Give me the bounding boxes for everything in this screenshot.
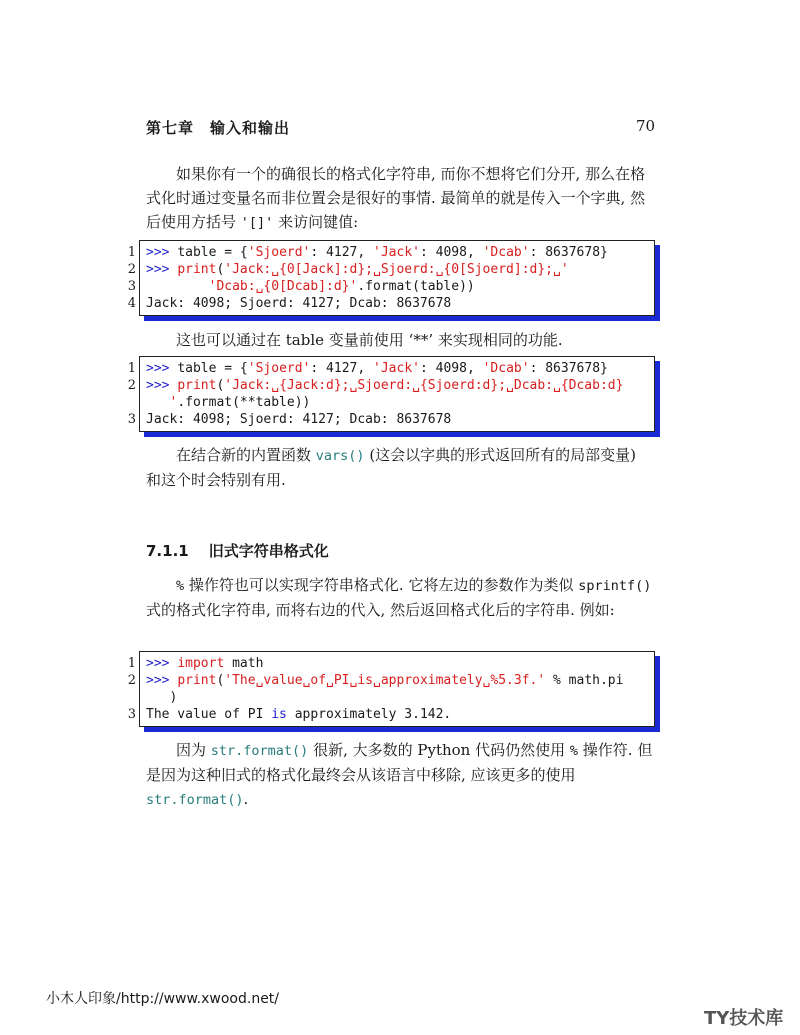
paragraph-vars: 在结合新的内置函数 vars() (这会以字典的形式返回所有的局部变量) 和这个时会特别有用. xyxy=(146,446,637,489)
inline-code: '[]' xyxy=(240,215,274,231)
code-line: 4 Jack: 4098; Sjoerd: 4127; Dcab: 8637678 xyxy=(127,296,452,311)
chapter-label: 第七章 xyxy=(146,119,195,137)
paragraph-intro: 如果你有一个的确很长的格式化字符串, 而你不想将它们分开, 那么在格式化时通过变量名而非位置会是很好的事情. 最简单的就是传入一个字典, 然后使用方括号 '[]' 来访问键值: xyxy=(146,165,646,231)
paragraph-old-format: % 操作符也可以实现字符串格式化. 它将左边的参数作为类似 sprintf() 式的格式化字符串, 而将右边的代入, 然后返回格式化后的字符串. 例如: xyxy=(146,576,652,619)
code-line: '.format(**table)) xyxy=(169,395,311,410)
inline-code: sprintf() xyxy=(578,578,652,594)
code-line: 2 >>> print('The␣value␣of␣PI␣is␣approximately␣%5.3f.' % math.pi xyxy=(127,673,624,688)
paragraph-unpack: 这也可以通过在 table 变量前使用 ‘**’ 来实现相同的功能. xyxy=(176,331,563,349)
inline-code: str.format() xyxy=(146,792,244,808)
running-header xyxy=(146,117,290,138)
code-line: 1 >>> table = {'Sjoerd': 4127, 'Jack': 4098, 'Dcab': 8637678} xyxy=(127,245,608,260)
page-number: 70 xyxy=(636,117,656,135)
code-line: ) xyxy=(169,690,178,705)
code-line: 3 The value of PI is approximately 3.142. xyxy=(127,707,452,722)
section-heading: 7.1.1 旧式字符串格式化 xyxy=(146,542,329,560)
watermark-url: 小木人印象/http://www.xwood.net/ xyxy=(46,991,280,1007)
inline-code: % xyxy=(569,743,579,759)
code-line: 1 >>> table = {'Sjoerd': 4127, 'Jack': 4098, 'Dcab': 8637678} xyxy=(127,361,608,376)
code-block-3 xyxy=(127,651,655,727)
code-line: 2 >>> print('Jack:␣{Jack:d};␣Sjoerd:␣{Sjoerd:d};␣Dcab:␣{Dcab:d} xyxy=(127,378,624,393)
inline-code: vars() xyxy=(315,448,365,464)
paragraph-str-format: 因为 str.format() 很新, 大多数的 Python 代码仍然使用 % 操作符. 但是因为这种旧式的格式化最终会从该语言中移除, 应该更多的使用 str.format(). xyxy=(146,741,653,808)
inline-code: % xyxy=(176,578,185,594)
chapter-title: 输入和输出 xyxy=(210,119,291,137)
code-line: 1 >>> import math xyxy=(127,656,264,671)
code-line: 2 >>> print('Jack:␣{0[Jack]:d};␣Sjoerd:␣{0[Sjoerd]:d};␣' xyxy=(127,262,569,277)
code-block-2 xyxy=(127,356,655,432)
code-block-1 xyxy=(127,240,655,316)
watermark-brand: TY技术库 xyxy=(704,1008,784,1029)
code-line: 3 'Dcab:␣{0[Dcab]:d}'.format(table)) xyxy=(127,279,475,294)
code-line: 3 Jack: 4098; Sjoerd: 4127; Dcab: 8637678 xyxy=(127,412,452,427)
inline-code: str.format() xyxy=(210,743,309,759)
